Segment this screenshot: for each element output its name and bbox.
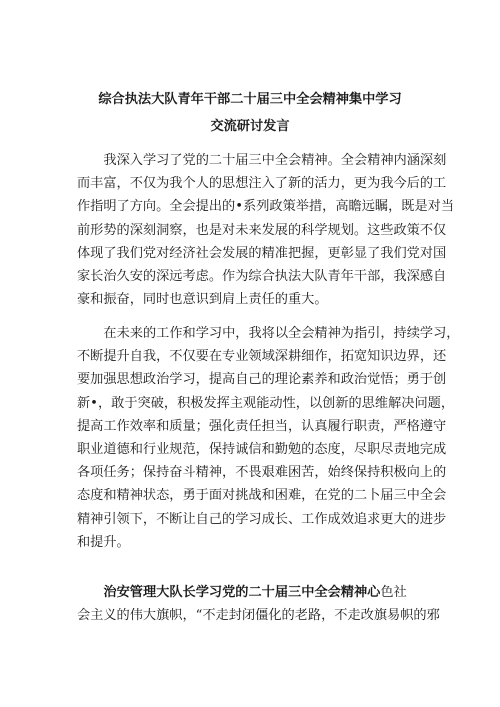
paragraph-line: 职业道德和行业规范，保持诚信和勤勉的态度，尽职尽责地完成: [77, 441, 447, 457]
paragraph-line: 提高工作效率和质量；强化责任担当，认真履行职责，严格遵守: [77, 418, 447, 434]
paragraph-line: 家长治久安的深远考虑。作为综合执法大队青年干部，我深感自: [77, 268, 447, 284]
paragraph-line: 要加强思想政治学习，提高自己的理论素养和政治觉悟；勇于创: [77, 372, 447, 388]
paragraph-line: 会主义的伟大旗帜，“不走封闭僵化的老路，不走改旗易帜的邪: [77, 608, 440, 624]
section-2-heading: 治安管理大队长学习党的二十届三中全会精神心: [103, 585, 381, 600]
paragraph-line: 各项任务；保持奋斗精神，不畏艰难困苦，始终保持积极向上的: [77, 465, 447, 481]
paragraph-line: 态度和精神状态，勇于面对挑战和困难，在党的二卜届三中全会: [77, 488, 447, 504]
paragraph-line: 在未来的工作和学习中，我将以全会精神为指引，持续学习，: [103, 326, 460, 341]
section-2-heading-line: [77, 581, 437, 604]
paragraph-line: 新•，敢于突破，积极发挥主观能动性，以创新的思维解决问题，: [77, 395, 455, 411]
section-2-continuation: 色社: [380, 585, 407, 600]
paragraph-line: 精神引领下，不断让自己的学习成长、工作成效追求更大的进步: [77, 511, 447, 527]
paragraph-line: 豪和振奋，同时也意识到肩上责任的重大。: [77, 292, 328, 308]
paragraph-line: 不断提升自我，不仅要在专业领域深耕细作，拓宽知识边界，还: [77, 349, 447, 365]
paragraph-line: 体现了我们党对经济社会发展的精准把握，更彰显了我们党对国: [77, 245, 447, 261]
paragraph-2: [77, 322, 460, 554]
section-2: [77, 581, 440, 627]
paragraph-line: 作指明了方向。全会提出的•系列政策举措，高瞻远瞩，既是对当: [77, 199, 455, 215]
document-title-line-1: 综合执法大队青年干部二十届三中全会精神集中学习: [98, 92, 402, 107]
paragraph-line: 而丰富，不仅为我个人的思想注入了新的活力，更为我今后的工: [77, 176, 447, 192]
paragraph-line: 我深入学习了党的二十届三中全会精神。全会精神内涵深刻: [103, 153, 447, 168]
document-title-line-2: 交流研讨发言: [210, 119, 290, 134]
paragraph-line: 前形势的深刻洞察，也是对未来发展的科学规划。这些政策不仅: [77, 222, 447, 238]
paragraph-1: [77, 149, 455, 311]
paragraph-line: 和提升。: [77, 534, 130, 550]
